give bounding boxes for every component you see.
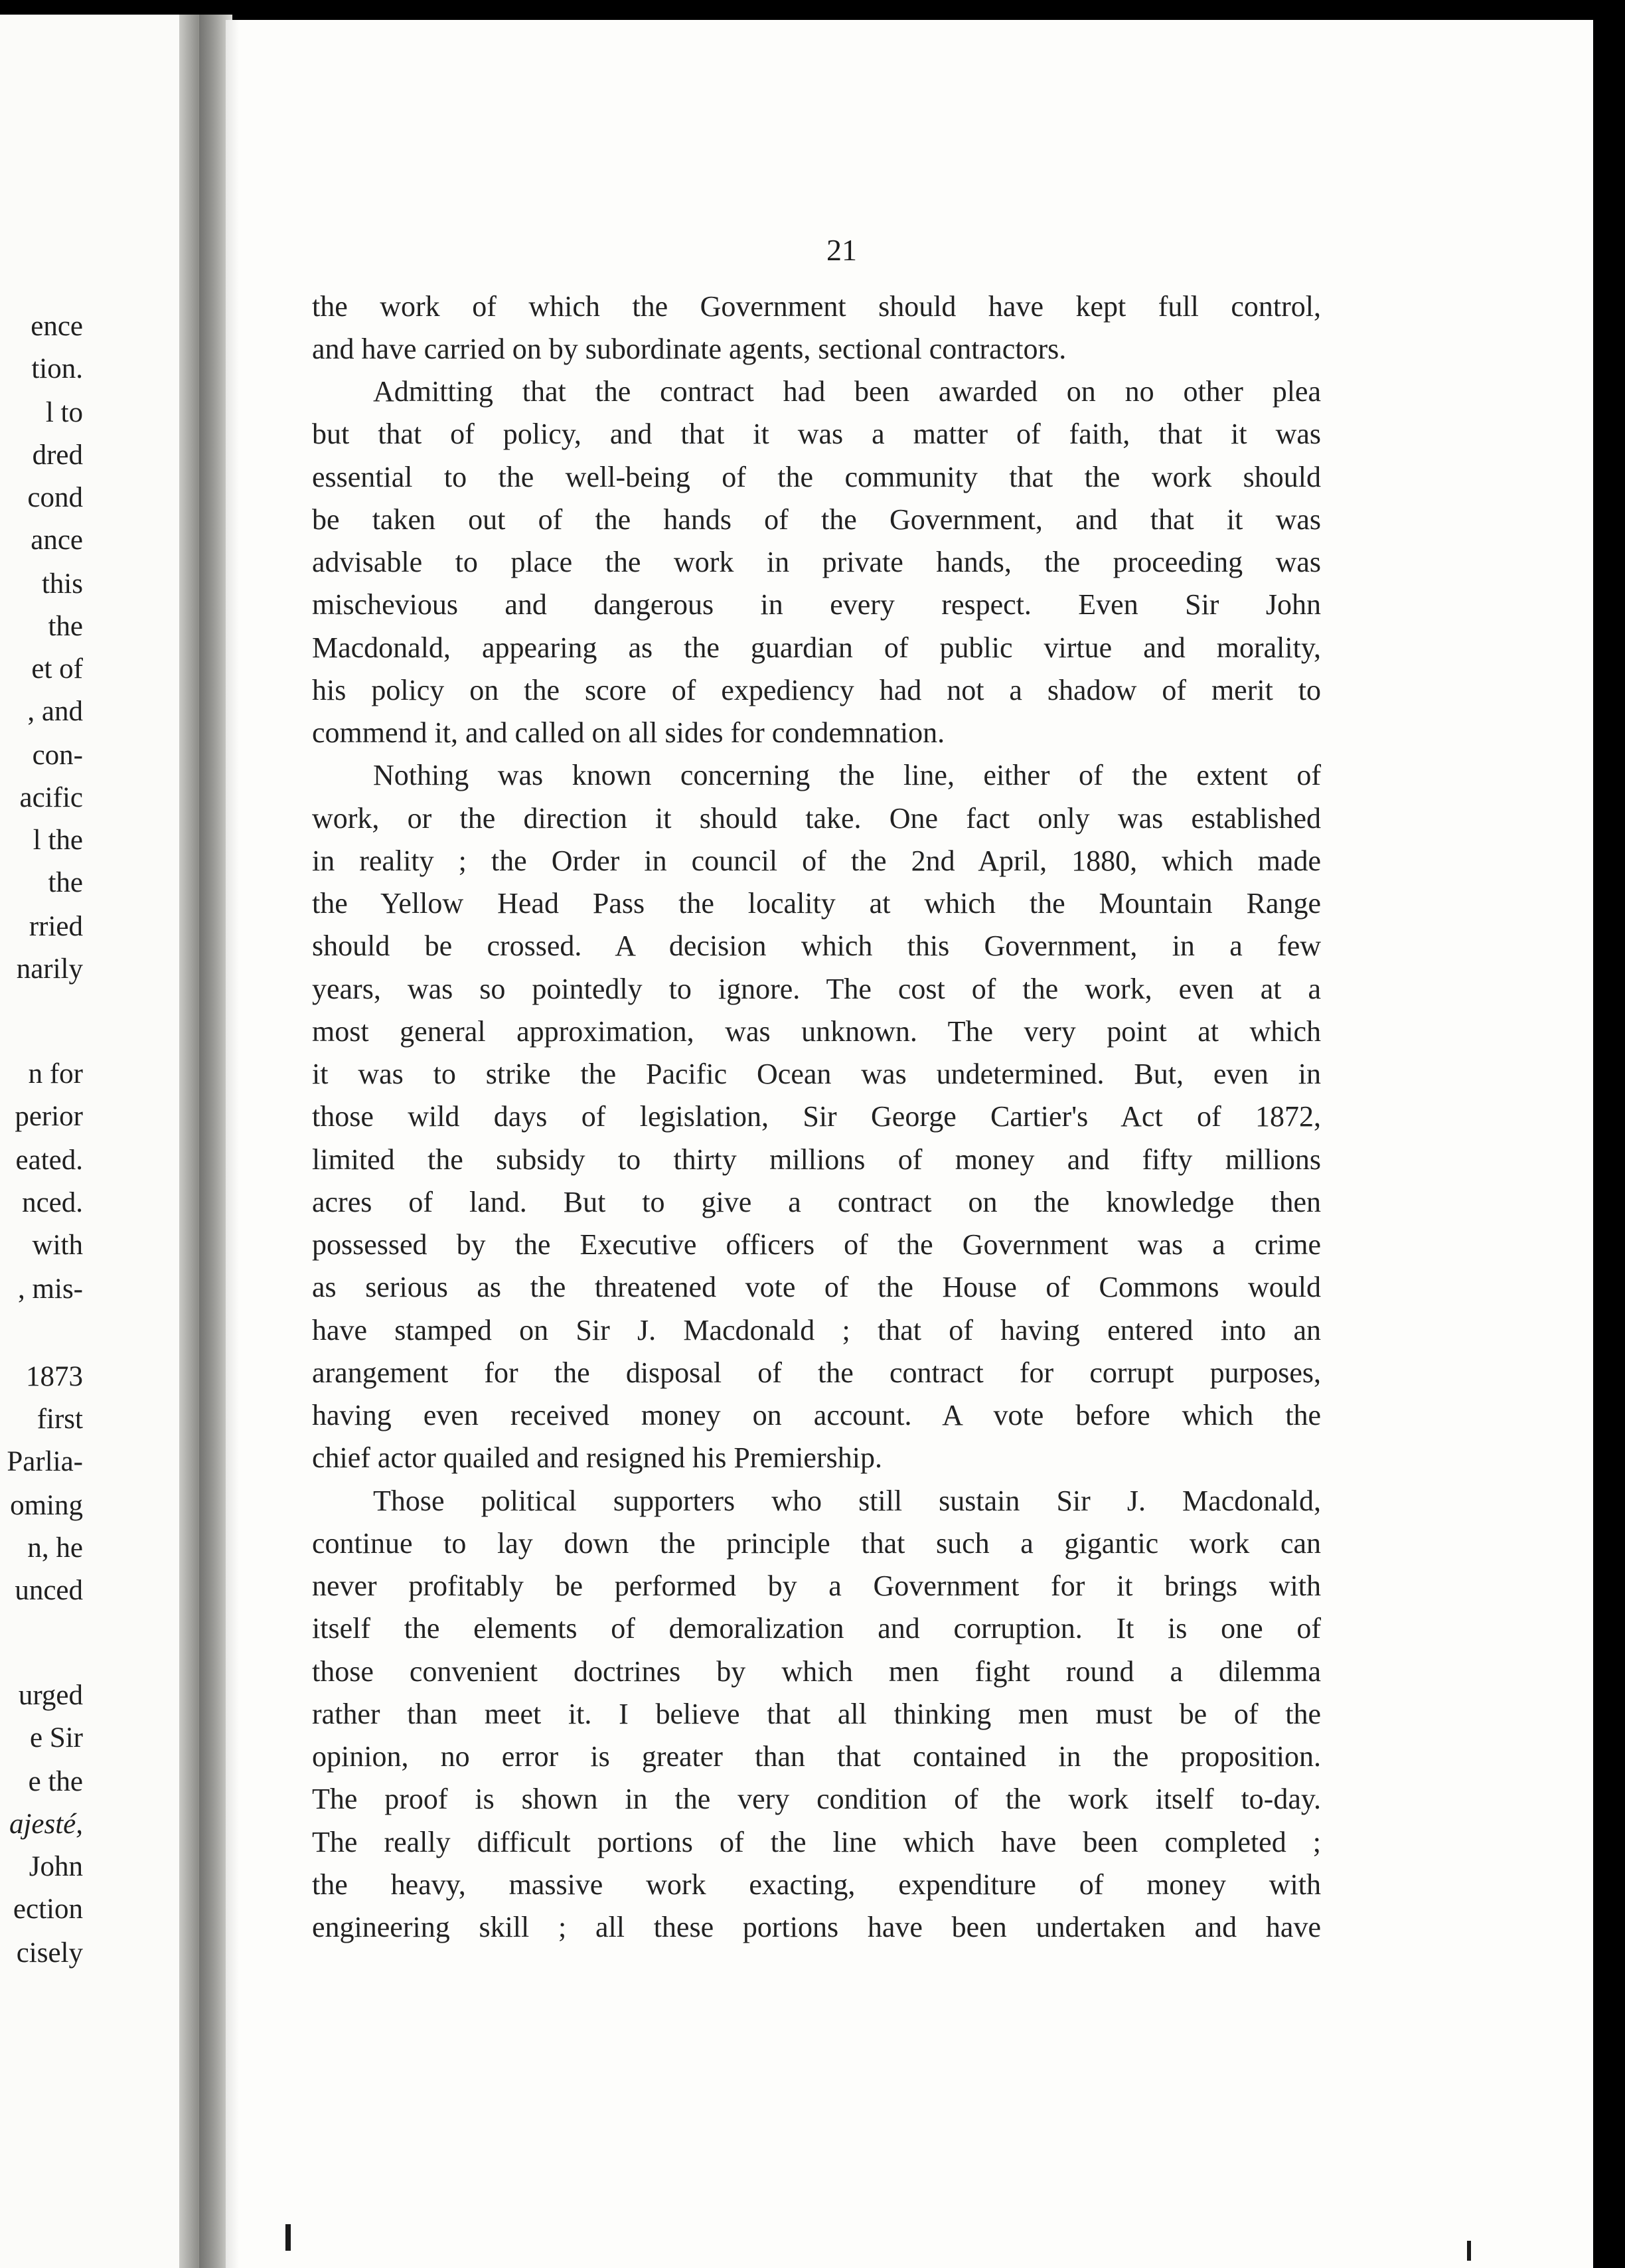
facing-line: the <box>48 867 83 898</box>
facing-line: dred <box>32 440 83 471</box>
facing-line: unced <box>15 1575 83 1606</box>
facing-line: tion. <box>31 353 83 384</box>
facing-line: , and <box>27 696 83 727</box>
facing-line: l the <box>33 825 83 856</box>
text-line: but that of policy, and that it was a matter of faith, that it was <box>312 418 1321 450</box>
facing-page-fragment <box>0 15 193 2268</box>
text-line: most general approximation, was unknown. The very point at which <box>312 1015 1321 1048</box>
facing-line: Parlia- <box>7 1446 83 1477</box>
text-line: as serious as the threatened vote of the House of Commons would <box>312 1271 1321 1303</box>
text-line: and have carried on by subordinate agents, sectional contractors. <box>312 333 1067 365</box>
text-line: never profitably be performed by a Government for it brings with <box>312 1570 1321 1602</box>
facing-line: ance <box>31 525 83 556</box>
text-line: the heavy, massive work exacting, expenditure of money with <box>312 1868 1321 1901</box>
text-line: have stamped on Sir J. Macdonald ; that of having entered into an <box>312 1314 1321 1346</box>
facing-line: perior <box>15 1101 83 1132</box>
text-line: The proof is shown in the very condition of the work itself to-day. <box>312 1783 1321 1815</box>
text-line: those wild days of legislation, Sir George Cartier's Act of 1872, <box>312 1100 1321 1133</box>
text-line: Those political supporters who still sustain Sir J. Macdonald, <box>373 1485 1321 1517</box>
text-line: Nothing was known concerning the line, either of the extent of <box>373 759 1321 791</box>
facing-line: nced. <box>22 1187 83 1218</box>
text-line: having even received money on account. A vote before which the <box>312 1399 1321 1431</box>
facing-line: ection <box>13 1894 83 1925</box>
text-line: limited the subsidy to thirty millions of money and fifty millions <box>312 1143 1321 1176</box>
text-line: mischevious and dangerous in every respect. Even Sir John <box>312 588 1321 621</box>
facing-line: first <box>37 1404 83 1435</box>
text-line: the Yellow Head Pass the locality at which the Mountain Range <box>312 887 1321 920</box>
text-line: in reality ; the Order in council of the 2nd April, 1880, which made <box>312 845 1321 877</box>
facing-line: cond <box>27 482 83 513</box>
facing-line: urged <box>18 1680 83 1711</box>
text-line: chief actor quailed and resigned his Premiership. <box>312 1441 882 1474</box>
facing-line: et of <box>31 653 83 685</box>
facing-line: John <box>29 1851 83 1882</box>
facing-line: n, he <box>27 1532 83 1564</box>
facing-line: , mis- <box>18 1273 83 1305</box>
text-line: Admitting that the contract had been awarded on no other plea <box>373 375 1321 408</box>
page-number: 21 <box>826 233 857 267</box>
text-line: opinion, no error is greater than that contained in the proposition. <box>312 1740 1321 1773</box>
facing-line: l to <box>45 397 83 428</box>
text-line: continue to lay down the principle that such a gigantic work can <box>312 1527 1321 1560</box>
facing-line: con- <box>32 740 83 771</box>
text-line: advisable to place the work in private hands, the proceeding was <box>312 546 1321 578</box>
text-line: Macdonald, appearing as the guardian of public virtue and morality, <box>312 631 1321 664</box>
facing-line: n for <box>28 1058 83 1090</box>
facing-line: rried <box>29 911 83 942</box>
text-line: it was to strike the Pacific Ocean was undetermined. But, even in <box>312 1058 1321 1090</box>
text-line: acres of land. But to give a contract on the knowledge then <box>312 1186 1321 1218</box>
text-line: arangement for the disposal of the contract for corrupt purposes, <box>312 1356 1321 1389</box>
text-line: possessed by the Executive officers of the Government was a crime <box>312 1228 1321 1261</box>
facing-line: the <box>48 611 83 642</box>
gutter-shadow <box>199 15 239 2268</box>
scan-artifact <box>1467 2241 1471 2261</box>
text-line: work, or the direction it should take. One fact only was established <box>312 802 1321 835</box>
facing-line: e the <box>28 1766 83 1797</box>
text-line: commend it, and called on all sides for condemnation. <box>312 716 945 749</box>
text-line: essential to the well-being of the community that the work should <box>312 461 1321 493</box>
facing-line: 1873 <box>26 1361 83 1392</box>
facing-line: ence <box>31 311 83 342</box>
facing-line: oming <box>10 1490 83 1521</box>
text-line: engineering skill ; all these portions have been undertaken and have <box>312 1911 1321 1943</box>
text-line: be taken out of the hands of the Government, and that it was <box>312 503 1321 536</box>
facing-line: narily <box>16 953 83 985</box>
facing-line: this <box>41 568 83 600</box>
facing-line: acific <box>19 782 83 813</box>
text-line: itself the elements of demoralization and corruption. It is one of <box>312 1612 1321 1645</box>
facing-line: ajesté, <box>9 1809 83 1840</box>
text-line: should be crossed. A decision which this Government, in a few <box>312 930 1321 962</box>
text-line: his policy on the score of expediency had not a shadow of merit to <box>312 674 1321 706</box>
facing-line: cisely <box>16 1937 83 1969</box>
facing-line: eated. <box>15 1145 83 1176</box>
text-line: those convenient doctrines by which men fight round a dilemma <box>312 1655 1321 1688</box>
scan-artifact <box>285 2224 291 2251</box>
text-line: the work of which the Government should have kept full control, <box>312 290 1321 323</box>
facing-line: e Sir <box>29 1722 83 1753</box>
text-line: rather than meet it. I believe that all thinking men must be of the <box>312 1698 1321 1730</box>
text-line: The really difficult portions of the line which have been completed ; <box>312 1826 1321 1858</box>
page-edge-dark <box>1593 20 1625 2268</box>
text-line: years, was so pointedly to ignore. The cost of the work, even at a <box>312 973 1321 1005</box>
facing-line: with <box>32 1230 83 1261</box>
